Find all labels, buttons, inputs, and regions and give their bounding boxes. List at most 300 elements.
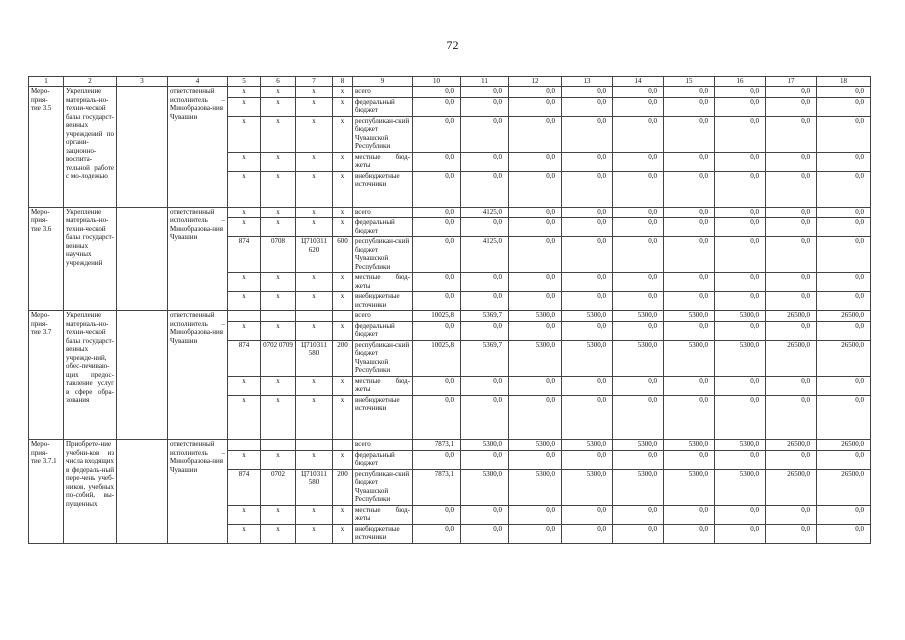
amount-cell: 0,0	[562, 207, 613, 218]
amount-cell: 0,0	[509, 505, 562, 524]
amount-cell: 0,0	[509, 524, 562, 543]
funding-source: внебюджетные источники	[353, 292, 413, 311]
amount-cell: 0,0	[664, 116, 715, 152]
table-row	[29, 311, 871, 322]
budget-table	[28, 76, 871, 544]
amount-cell: 0,0	[613, 505, 664, 524]
budget-code: Ц710311 580	[296, 340, 333, 376]
amount-cell: 0,0	[715, 207, 766, 218]
amount-cell: 0,0	[413, 97, 461, 116]
column-number: 18	[817, 77, 871, 87]
funding-source: федеральный бюджет	[353, 450, 413, 469]
budget-code: 0708	[261, 237, 296, 273]
amount-cell: 0,0	[461, 97, 509, 116]
column-number: 9	[353, 77, 413, 87]
amount-cell: 0,0	[664, 97, 715, 116]
measure-number: Меро- прия- тие 3.6	[29, 207, 64, 311]
budget-code: x	[261, 97, 296, 116]
budget-code: x	[261, 87, 296, 98]
budget-code: x	[228, 207, 261, 218]
amount-cell: 0,0	[766, 97, 817, 116]
amount-cell: 0,0	[613, 524, 664, 543]
amount-cell: 5300,0	[664, 469, 715, 505]
amount-cell: 0,0	[509, 97, 562, 116]
amount-cell: 0,0	[509, 450, 562, 469]
amount-cell: 5300,0	[715, 469, 766, 505]
amount-cell: 0,0	[413, 395, 461, 440]
amount-cell: 0,0	[817, 450, 871, 469]
amount-cell: 0,0	[413, 376, 461, 395]
amount-cell: 0,0	[715, 450, 766, 469]
budget-code: x	[296, 87, 333, 98]
amount-cell: 0,0	[413, 87, 461, 98]
budget-code: x	[261, 116, 296, 152]
amount-cell: 0,0	[664, 207, 715, 218]
column-number: 8	[333, 77, 353, 87]
amount-cell: 0,0	[613, 273, 664, 292]
budget-code: x	[228, 395, 261, 440]
column-number: 6	[261, 77, 296, 87]
measure-number: Меро- прия- тие 3.7.1	[29, 440, 64, 544]
amount-cell: 26500,0	[817, 340, 871, 376]
amount-cell: 0,0	[413, 450, 461, 469]
amount-cell: 0,0	[766, 321, 817, 340]
amount-cell: 0,0	[461, 292, 509, 311]
amount-cell: 0,0	[413, 292, 461, 311]
amount-cell: 5369,7	[461, 311, 509, 322]
budget-code: x	[296, 116, 333, 152]
amount-cell: 0,0	[413, 237, 461, 273]
amount-cell: 5300,0	[461, 469, 509, 505]
amount-cell: 5300,0	[715, 440, 766, 451]
budget-code: x	[228, 321, 261, 340]
amount-cell: 0,0	[562, 395, 613, 440]
amount-cell: 0,0	[766, 376, 817, 395]
amount-cell: 0,0	[715, 292, 766, 311]
amount-cell: 5300,0	[562, 440, 613, 451]
budget-code: x	[228, 273, 261, 292]
amount-cell: 0,0	[664, 395, 715, 440]
amount-cell: 0,0	[817, 524, 871, 543]
amount-cell: 5300,0	[509, 440, 562, 451]
amount-cell: 26500,0	[766, 340, 817, 376]
amount-cell: 5300,0	[613, 340, 664, 376]
amount-cell: 0,0	[461, 171, 509, 207]
funding-source: местные бюд-жеты	[353, 376, 413, 395]
amount-cell: 0,0	[562, 116, 613, 152]
amount-cell: 0,0	[413, 273, 461, 292]
budget-code	[333, 440, 353, 451]
budget-code: x	[296, 395, 333, 440]
budget-code: Ц710311 580	[296, 469, 333, 505]
amount-cell: 0,0	[413, 505, 461, 524]
amount-cell: 5300,0	[613, 469, 664, 505]
budget-code: x	[296, 450, 333, 469]
budget-code: x	[228, 376, 261, 395]
amount-cell: 0,0	[766, 450, 817, 469]
budget-code: x	[228, 505, 261, 524]
budget-code: x	[228, 218, 261, 237]
budget-code: x	[333, 450, 353, 469]
budget-code: 200	[333, 469, 353, 505]
column-number: 10	[413, 77, 461, 87]
amount-cell: 0,0	[715, 116, 766, 152]
amount-cell: 0,0	[715, 524, 766, 543]
budget-code: x	[296, 171, 333, 207]
funding-source: республикан-ский бюджет Чувашской Республики	[353, 340, 413, 376]
amount-cell: 26500,0	[817, 440, 871, 451]
amount-cell: 0,0	[509, 321, 562, 340]
budget-code: x	[333, 505, 353, 524]
amount-cell: 0,0	[715, 321, 766, 340]
budget-code: x	[228, 97, 261, 116]
amount-cell: 4125,0	[461, 237, 509, 273]
budget-code: x	[261, 218, 296, 237]
amount-cell: 0,0	[509, 207, 562, 218]
budget-code: 200	[333, 340, 353, 376]
funding-source: федеральный бюджет	[353, 218, 413, 237]
amount-cell: 5300,0	[562, 311, 613, 322]
amount-cell: 0,0	[766, 292, 817, 311]
funding-source: всего	[353, 87, 413, 98]
amount-cell: 0,0	[509, 116, 562, 152]
amount-cell: 0,0	[766, 273, 817, 292]
amount-cell: 0,0	[613, 237, 664, 273]
budget-code: x	[228, 171, 261, 207]
budget-code: x	[296, 97, 333, 116]
column-number-row	[29, 77, 871, 87]
amount-cell: 26500,0	[817, 469, 871, 505]
amount-cell: 0,0	[613, 450, 664, 469]
amount-cell: 0,0	[766, 524, 817, 543]
amount-cell: 0,0	[664, 292, 715, 311]
measure-title: Приобрете-ние учебни-ков из числа входящих в федераль-ный пере-чень учеб-ников, учебных по-собий, вы-пущенных	[64, 440, 117, 544]
amount-cell: 7873,1	[413, 440, 461, 451]
executor: ответственный исполнитель – Минобразова-ния Чувашии	[168, 311, 228, 440]
funding-source: всего	[353, 440, 413, 451]
amount-cell: 0,0	[413, 152, 461, 171]
amount-cell: 0,0	[664, 505, 715, 524]
budget-code: 0702 0709	[261, 340, 296, 376]
amount-cell: 0,0	[461, 273, 509, 292]
amount-cell: 0,0	[613, 87, 664, 98]
column-number: 11	[461, 77, 509, 87]
amount-cell: 5300,0	[509, 469, 562, 505]
budget-code: x	[261, 450, 296, 469]
amount-cell: 0,0	[461, 376, 509, 395]
amount-cell: 0,0	[817, 376, 871, 395]
amount-cell: 0,0	[715, 87, 766, 98]
amount-cell: 0,0	[715, 505, 766, 524]
amount-cell: 0,0	[664, 237, 715, 273]
amount-cell: 0,0	[817, 207, 871, 218]
column-number: 2	[64, 77, 117, 87]
amount-cell: 0,0	[509, 273, 562, 292]
budget-code: x	[228, 292, 261, 311]
amount-cell: 0,0	[562, 376, 613, 395]
amount-cell: 0,0	[766, 218, 817, 237]
amount-cell: 0,0	[766, 152, 817, 171]
amount-cell: 0,0	[461, 524, 509, 543]
budget-code: 874	[228, 237, 261, 273]
budget-code: x	[228, 450, 261, 469]
budget-code: x	[333, 292, 353, 311]
budget-code: x	[261, 505, 296, 524]
table-row	[29, 207, 871, 218]
amount-cell: 0,0	[461, 450, 509, 469]
column-number: 16	[715, 77, 766, 87]
budget-code: x	[261, 524, 296, 543]
budget-code	[261, 440, 296, 451]
amount-cell: 0,0	[461, 218, 509, 237]
budget-code: x	[296, 505, 333, 524]
amount-cell: 0,0	[664, 273, 715, 292]
amount-cell: 0,0	[715, 273, 766, 292]
empty-cell	[117, 87, 168, 208]
empty-cell	[117, 207, 168, 311]
executor: ответственный исполнитель – Минобразова-ния Чувашии	[168, 87, 228, 208]
measure-title: Укрепление материаль-но-техни-ческой базы государст-венных научных учреждений	[64, 207, 117, 311]
executor: ответственный исполнитель – Минобразова-ния Чувашии	[168, 207, 228, 311]
amount-cell: 0,0	[613, 97, 664, 116]
budget-code: x	[296, 273, 333, 292]
budget-code: x	[261, 273, 296, 292]
funding-source: местные бюд-жеты	[353, 152, 413, 171]
amount-cell: 0,0	[715, 171, 766, 207]
amount-cell: 5300,0	[562, 469, 613, 505]
amount-cell: 10025,8	[413, 340, 461, 376]
amount-cell: 0,0	[664, 87, 715, 98]
amount-cell: 0,0	[413, 207, 461, 218]
amount-cell: 0,0	[613, 116, 664, 152]
empty-cell	[117, 311, 168, 440]
measure-number: Меро- прия- тие 3.5	[29, 87, 64, 208]
budget-code: x	[333, 87, 353, 98]
budget-code: 874	[228, 469, 261, 505]
amount-cell: 0,0	[715, 152, 766, 171]
amount-cell: 0,0	[509, 87, 562, 98]
amount-cell: 0,0	[715, 97, 766, 116]
amount-cell: 0,0	[562, 524, 613, 543]
amount-cell: 0,0	[664, 321, 715, 340]
budget-code: x	[333, 116, 353, 152]
budget-code	[296, 311, 333, 322]
amount-cell: 0,0	[817, 273, 871, 292]
amount-cell: 0,0	[766, 207, 817, 218]
budget-code: x	[333, 152, 353, 171]
budget-code: x	[296, 152, 333, 171]
executor: ответственный исполнитель – Минобразова-ния Чувашии	[168, 440, 228, 544]
amount-cell: 0,0	[509, 376, 562, 395]
funding-source: республикан-ский бюджет Чувашской Республики	[353, 469, 413, 505]
amount-cell: 0,0	[461, 152, 509, 171]
amount-cell: 7873,1	[413, 469, 461, 505]
amount-cell: 0,0	[562, 171, 613, 207]
budget-code: x	[333, 524, 353, 543]
funding-source: местные бюд-жеты	[353, 273, 413, 292]
budget-code: x	[228, 152, 261, 171]
budget-code	[333, 311, 353, 322]
amount-cell: 0,0	[509, 152, 562, 171]
amount-cell: 0,0	[664, 450, 715, 469]
funding-source: республикан-ский бюджет Чувашской Республики	[353, 116, 413, 152]
amount-cell: 0,0	[509, 395, 562, 440]
amount-cell: 26500,0	[817, 311, 871, 322]
amount-cell: 0,0	[562, 218, 613, 237]
budget-code: x	[296, 376, 333, 395]
amount-cell: 0,0	[613, 321, 664, 340]
budget-code: x	[333, 97, 353, 116]
amount-cell: 0,0	[766, 505, 817, 524]
amount-cell: 0,0	[613, 152, 664, 171]
funding-source: всего	[353, 311, 413, 322]
budget-code	[296, 440, 333, 451]
amount-cell: 0,0	[461, 505, 509, 524]
amount-cell: 4125,0	[461, 207, 509, 218]
amount-cell: 0,0	[413, 171, 461, 207]
amount-cell: 0,0	[509, 292, 562, 311]
column-number: 1	[29, 77, 64, 87]
amount-cell: 10025,8	[413, 311, 461, 322]
budget-code: 0702	[261, 469, 296, 505]
amount-cell: 5300,0	[715, 340, 766, 376]
budget-code: x	[333, 376, 353, 395]
column-number: 13	[562, 77, 613, 87]
funding-source: республикан-ский бюджет Чувашской Республики	[353, 237, 413, 273]
amount-cell: 5300,0	[509, 340, 562, 376]
budget-code: x	[333, 218, 353, 237]
amount-cell: 0,0	[562, 237, 613, 273]
budget-code: x	[261, 376, 296, 395]
column-number: 17	[766, 77, 817, 87]
funding-source: федеральный бюджет	[353, 321, 413, 340]
funding-source: внебюджетные источники	[353, 171, 413, 207]
amount-cell: 5369,7	[461, 340, 509, 376]
empty-cell	[117, 440, 168, 544]
column-number: 14	[613, 77, 664, 87]
amount-cell: 5300,0	[613, 311, 664, 322]
amount-cell: 0,0	[766, 171, 817, 207]
amount-cell: 0,0	[413, 218, 461, 237]
amount-cell: 0,0	[413, 524, 461, 543]
budget-code: x	[261, 395, 296, 440]
amount-cell: 0,0	[413, 116, 461, 152]
budget-code: x	[261, 321, 296, 340]
amount-cell: 5300,0	[613, 440, 664, 451]
budget-code: x	[296, 207, 333, 218]
amount-cell: 5300,0	[562, 340, 613, 376]
budget-code: x	[261, 171, 296, 207]
budget-code	[228, 440, 261, 451]
amount-cell: 0,0	[509, 218, 562, 237]
amount-cell: 26500,0	[766, 440, 817, 451]
amount-cell: 0,0	[461, 395, 509, 440]
amount-cell: 0,0	[562, 87, 613, 98]
amount-cell: 0,0	[715, 237, 766, 273]
amount-cell: 0,0	[461, 321, 509, 340]
amount-cell: 0,0	[817, 152, 871, 171]
budget-code: x	[296, 524, 333, 543]
budget-code: 874	[228, 340, 261, 376]
amount-cell: 0,0	[613, 395, 664, 440]
table-row	[29, 440, 871, 451]
amount-cell: 0,0	[817, 395, 871, 440]
budget-code	[228, 311, 261, 322]
budget-code: x	[333, 171, 353, 207]
amount-cell: 0,0	[817, 97, 871, 116]
amount-cell: 0,0	[613, 207, 664, 218]
amount-cell: 0,0	[817, 87, 871, 98]
amount-cell: 0,0	[664, 171, 715, 207]
measure-number: Меро- прия- тие 3.7	[29, 311, 64, 440]
budget-code: Ц710311 620	[296, 237, 333, 273]
amount-cell: 5300,0	[664, 340, 715, 376]
amount-cell: 0,0	[715, 218, 766, 237]
page-number: 72	[446, 38, 459, 52]
column-number: 15	[664, 77, 715, 87]
budget-code: x	[228, 116, 261, 152]
amount-cell: 0,0	[509, 237, 562, 273]
amount-cell: 0,0	[562, 321, 613, 340]
column-number: 5	[228, 77, 261, 87]
budget-code: x	[261, 152, 296, 171]
amount-cell: 5300,0	[461, 440, 509, 451]
amount-cell: 5300,0	[664, 311, 715, 322]
amount-cell: 0,0	[817, 292, 871, 311]
amount-cell: 26500,0	[766, 311, 817, 322]
amount-cell: 0,0	[817, 321, 871, 340]
amount-cell: 0,0	[461, 116, 509, 152]
funding-source: внебюджетные источники	[353, 395, 413, 440]
amount-cell: 5300,0	[664, 440, 715, 451]
amount-cell: 0,0	[817, 171, 871, 207]
amount-cell: 0,0	[562, 152, 613, 171]
amount-cell: 0,0	[562, 450, 613, 469]
table-row	[29, 87, 871, 98]
measure-title: Укрепление материаль-но-техни-ческой базы государст-венных учрежде-ний, обес-печиваю-щих предос-тавление услуг в сфере обра-зования	[64, 311, 117, 440]
column-number: 3	[117, 77, 168, 87]
budget-code: x	[296, 321, 333, 340]
column-number: 7	[296, 77, 333, 87]
amount-cell: 0,0	[766, 395, 817, 440]
table-body	[29, 87, 871, 544]
amount-cell: 0,0	[817, 237, 871, 273]
amount-cell: 0,0	[413, 321, 461, 340]
amount-cell: 0,0	[562, 505, 613, 524]
column-number: 4	[168, 77, 228, 87]
amount-cell: 0,0	[766, 237, 817, 273]
funding-source: местные бюд-жеты	[353, 505, 413, 524]
funding-source: всего	[353, 207, 413, 218]
funding-source: федеральный бюджет	[353, 97, 413, 116]
amount-cell: 0,0	[766, 87, 817, 98]
amount-cell: 5300,0	[509, 311, 562, 322]
amount-cell: 5300,0	[715, 311, 766, 322]
amount-cell: 0,0	[817, 218, 871, 237]
budget-code: x	[333, 207, 353, 218]
budget-code: x	[333, 321, 353, 340]
budget-code: x	[296, 292, 333, 311]
amount-cell: 0,0	[664, 152, 715, 171]
measure-title: Укрепление материаль-но-техни-ческой базы государст-венных учреждений по органи-зационно-воспита-тельной работе с мо-лодежью	[64, 87, 117, 208]
amount-cell: 0,0	[715, 395, 766, 440]
amount-cell: 0,0	[613, 376, 664, 395]
amount-cell: 0,0	[613, 171, 664, 207]
budget-code: x	[296, 218, 333, 237]
amount-cell: 26500,0	[766, 469, 817, 505]
amount-cell: 0,0	[461, 87, 509, 98]
budget-code: 600	[333, 237, 353, 273]
